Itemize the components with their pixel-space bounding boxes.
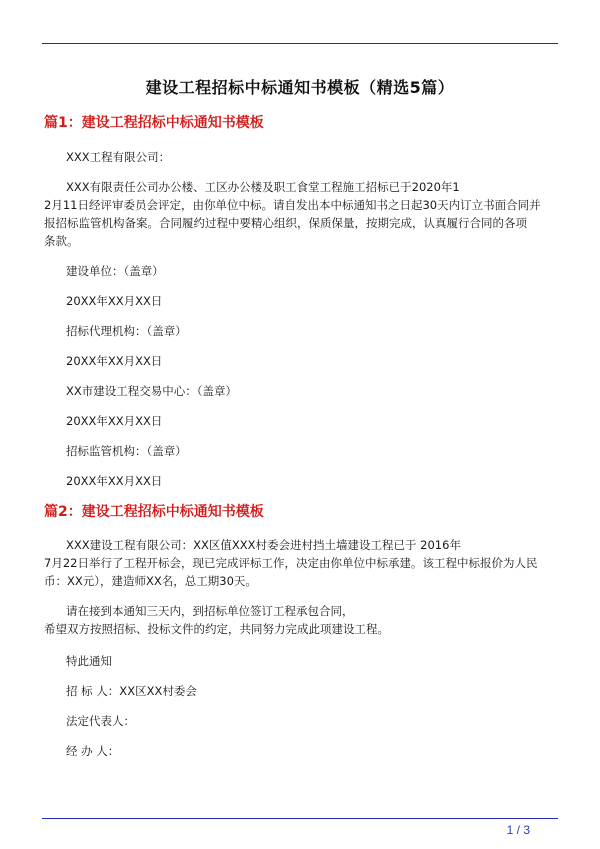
section-1-heading: 篇1：建设工程招标中标通知书模板: [44, 115, 264, 131]
notice-text: 特此通知: [66, 654, 112, 668]
tenderer: 招 标 人：XX区XX村委会: [66, 684, 197, 698]
sign-builder: 建设单位：（盖章）: [66, 264, 164, 278]
sign-supervisor: 招标监管机构：（盖章）: [66, 444, 187, 458]
date-supervisor: 20XX年XX月XX日: [66, 474, 163, 488]
section-1-body-line-3: 报招标监管机构备案。合同履约过程中要精心组织，保质保量，按期完成，认真履行合同的各项: [44, 216, 527, 230]
header-rule: [42, 43, 558, 44]
section-1-body-line-2: 2月11日经评审委员会评定，由你单位中标。请自发出本中标通知书之日起30天内订立书面合同并: [44, 198, 541, 212]
section-2-line-1: XXX建设工程有限公司：XX区值XXX村委会进村挡土墙建设工程已于 2016年: [66, 538, 461, 552]
section-2-line-5: 希望双方按照招标、投标文件的约定，共同努力完成此项建设工程。: [44, 622, 389, 636]
sign-exchange: XX市建设工程交易中心：（盖章）: [66, 384, 238, 398]
section-1-addressee: XXX工程有限公司：: [66, 150, 171, 164]
section-2-line-4: 请在接到本通知三天内，到招标单位签订工程承包合同，: [66, 604, 354, 618]
date-builder: 20XX年XX月XX日: [66, 294, 163, 308]
section-1-body-line-4: 条款。: [44, 234, 79, 248]
section-2-line-2: 7月22日举行了工程开标会，现已完成评标工作，决定由你单位中标承建。该工程中标报价为人民: [44, 556, 538, 570]
section-1-body-line-1: XXX有限责任公司办公楼、工区办公楼及职工食堂工程施工招标已于2020年1: [66, 180, 460, 194]
sign-agency: 招标代理机构：（盖章）: [66, 324, 187, 338]
legal-representative: 法定代表人：: [66, 714, 135, 728]
section-2-heading: 篇2：建设工程招标中标通知书模板: [44, 504, 264, 520]
date-exchange: 20XX年XX月XX日: [66, 414, 163, 428]
handler: 经 办 人：: [66, 744, 120, 758]
date-agency: 20XX年XX月XX日: [66, 354, 163, 368]
page-number: 1 / 3: [506, 823, 530, 837]
section-2-line-3: 币：XX元），建造师XX名，总工期30天。: [44, 574, 257, 588]
document-title: 建设工程招标中标通知书模板（精选5篇）: [145, 78, 455, 97]
footer-rule: [42, 818, 558, 819]
